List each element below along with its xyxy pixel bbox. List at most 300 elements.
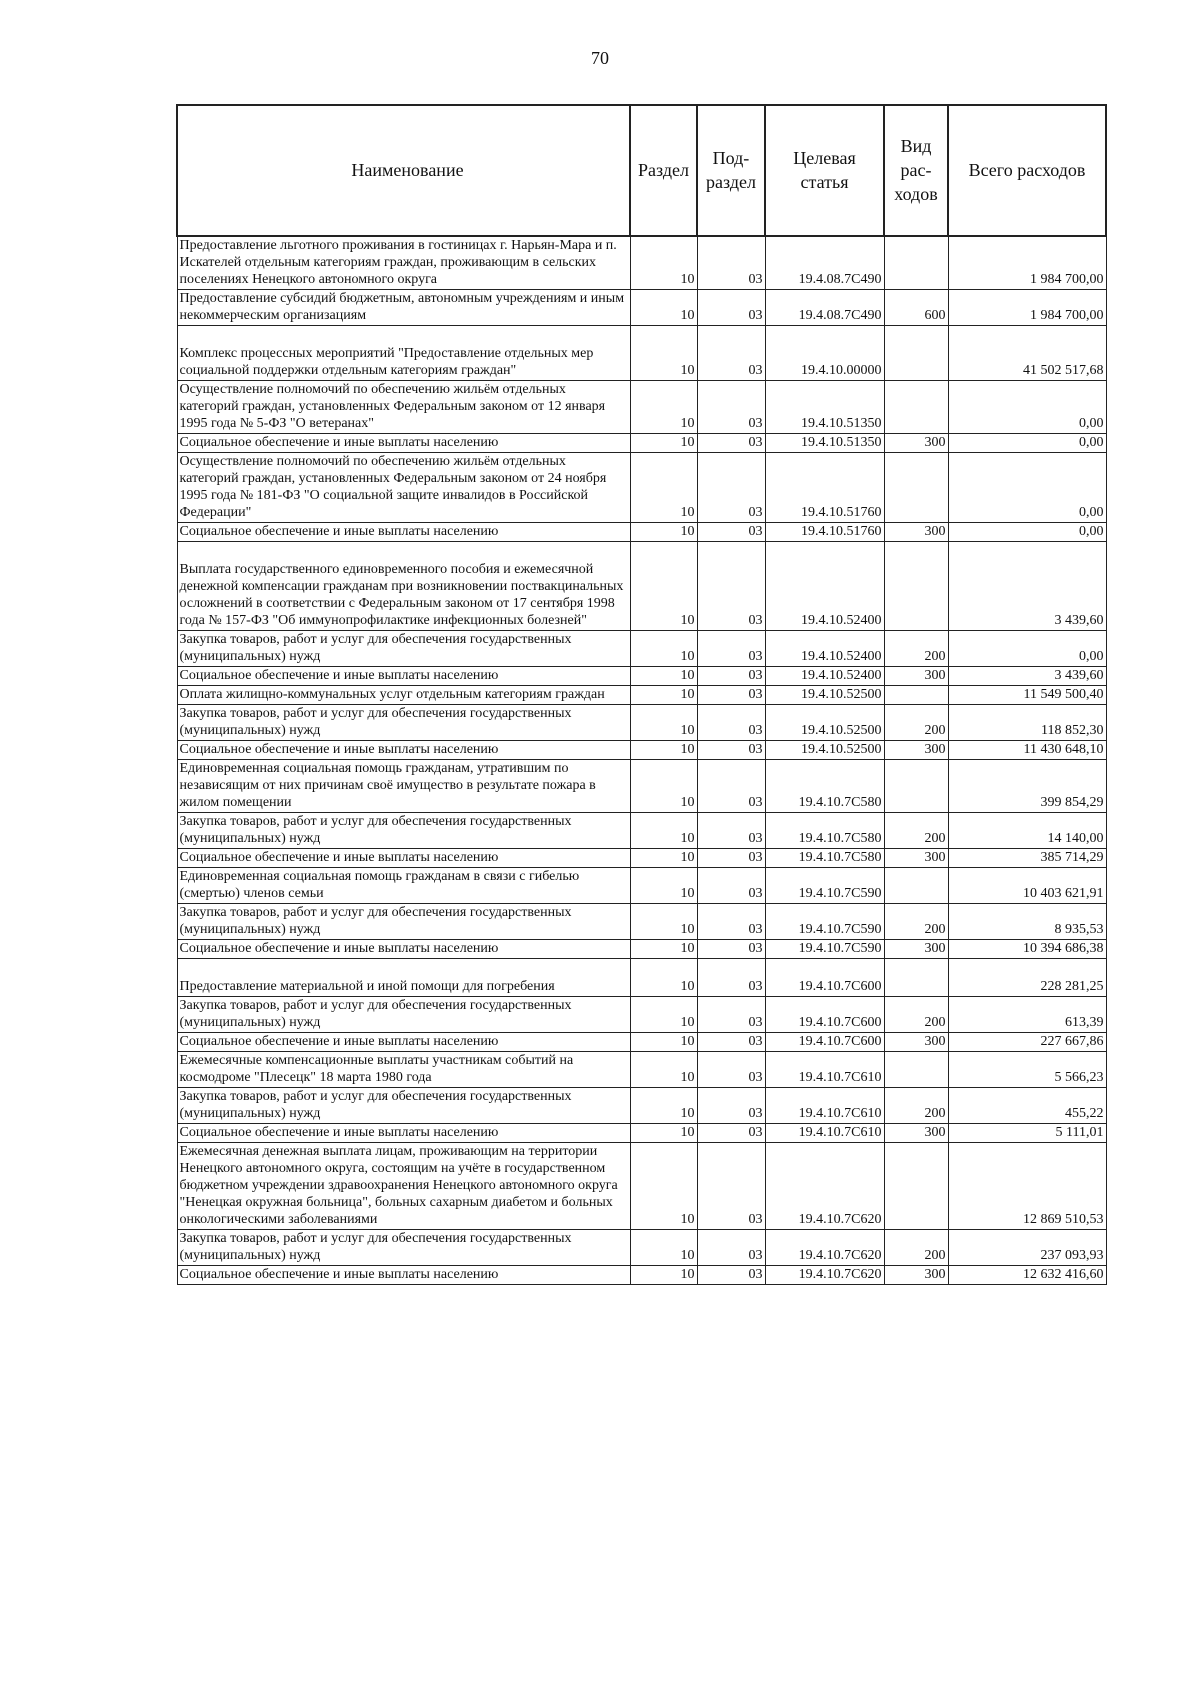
header-name: Наименование (177, 105, 630, 236)
page-number: 70 (591, 48, 609, 68)
row-name (177, 381, 630, 434)
row-name-text: Социальное обеспечение и иные выплаты населению (179, 850, 499, 865)
row-target (765, 1143, 884, 1230)
row-section (630, 959, 697, 997)
row-section (630, 997, 697, 1033)
row-subsection (697, 453, 765, 523)
row-target-text: 19.4.10.7С600 (798, 1034, 882, 1049)
row-subsection (697, 523, 765, 542)
table-row (177, 1230, 1106, 1266)
row-name (177, 1033, 630, 1052)
row-expense-type (884, 940, 948, 959)
row-target (765, 381, 884, 434)
row-target-text: 19.4.10.7С590 (798, 922, 882, 937)
row-target (765, 868, 884, 904)
row-name-text: Закупка товаров, работ и услуг для обеспечения государственных (муниципальных) нужд (179, 1089, 572, 1121)
row-subsection (697, 542, 765, 631)
row-section (630, 813, 697, 849)
row-total (948, 1052, 1106, 1088)
table-row (177, 631, 1106, 667)
header-total: Всего расходов (948, 105, 1106, 236)
row-total (948, 1230, 1106, 1266)
table-row (177, 849, 1106, 868)
row-total (948, 1124, 1106, 1143)
row-total (948, 686, 1106, 705)
row-name-text: Социальное обеспечение и иные выплаты населению (179, 1125, 499, 1140)
row-subsection-text: 03 (748, 435, 763, 450)
row-name (177, 1266, 630, 1285)
row-expense-type (884, 760, 948, 813)
row-total (948, 813, 1106, 849)
row-target-text: 19.4.10.7С580 (798, 831, 882, 846)
row-subsection-text: 03 (748, 941, 763, 956)
row-target-text: 19.4.10.7С610 (798, 1125, 882, 1140)
table-header-row (177, 105, 1106, 236)
row-name-text: Предоставление материальной и иной помощи для погребения (179, 979, 555, 994)
row-total (948, 523, 1106, 542)
row-name-text: Ежемесячная денежная выплата лицам, проживающим на территории Ненецкого автономного округа, состоящим на учёте в государственном бюджетном учреждении здравоохранения Ненецкого автономного округа "Ненецкая окружная больница", больных сахарным диабетом и больных онкологическими заболеваниями (179, 1144, 618, 1227)
table-row (177, 705, 1106, 741)
row-target-text: 19.4.10.7С590 (798, 886, 882, 901)
row-total-text: 3 439,60 (1054, 668, 1104, 683)
row-subsection-text: 03 (748, 1070, 763, 1085)
row-expense-type (884, 434, 948, 453)
row-name (177, 686, 630, 705)
row-target-text: 19.4.10.7С600 (798, 979, 882, 994)
row-section (630, 1230, 697, 1266)
row-subsection (697, 1230, 765, 1266)
row-name-text: Закупка товаров, работ и услуг для обеспечения государственных (муниципальных) нужд (179, 632, 572, 664)
row-subsection-text: 03 (748, 687, 763, 702)
row-subsection-text: 03 (748, 831, 763, 846)
row-target (765, 1052, 884, 1088)
row-subsection (697, 631, 765, 667)
row-subsection-text: 03 (748, 1015, 763, 1030)
row-target-text: 19.4.10.52400 (801, 649, 882, 664)
row-total-text: 0,00 (1079, 649, 1104, 664)
row-name (177, 453, 630, 523)
row-total-text: 227 667,86 (1040, 1034, 1104, 1049)
row-expense-type (884, 741, 948, 760)
row-expense-type (884, 381, 948, 434)
row-expense-type (884, 705, 948, 741)
row-total (948, 705, 1106, 741)
row-section-text: 10 (680, 1125, 695, 1140)
row-spacer (180, 959, 628, 978)
row-section-text: 10 (680, 1248, 695, 1263)
row-subsection (697, 741, 765, 760)
row-name-text: Социальное обеспечение и иные выплаты населению (179, 1267, 499, 1282)
row-subsection-text: 03 (748, 649, 763, 664)
row-total (948, 760, 1106, 813)
row-section-text: 10 (680, 979, 695, 994)
row-target (765, 1033, 884, 1052)
row-expense-type-text: 300 (924, 668, 946, 683)
row-spacer (180, 542, 628, 561)
row-total-text: 10 394 686,38 (1023, 941, 1104, 956)
row-name-text: Единовременная социальная помощь гражданам в связи с гибелью (смертью) членов семьи (179, 869, 580, 901)
row-expense-type (884, 997, 948, 1033)
header-target (765, 105, 884, 236)
row-expense-type (884, 290, 948, 326)
row-name (177, 1230, 630, 1266)
row-target-text: 19.4.10.7С620 (798, 1212, 882, 1227)
row-name (177, 904, 630, 940)
row-section-text: 10 (680, 363, 695, 378)
row-subsection (697, 326, 765, 381)
row-subsection-text: 03 (748, 850, 763, 865)
row-expense-type-text: 300 (924, 1034, 946, 1049)
row-subsection (697, 381, 765, 434)
row-expense-type-text: 300 (924, 941, 946, 956)
row-section (630, 453, 697, 523)
row-total (948, 1266, 1106, 1285)
row-subsection (697, 667, 765, 686)
row-total-text: 3 439,60 (1054, 613, 1104, 628)
table-row (177, 290, 1106, 326)
table-row (177, 381, 1106, 434)
row-expense-type-text: 200 (924, 649, 946, 664)
row-name-text: Социальное обеспечение и иные выплаты населению (179, 742, 499, 757)
row-target-text: 19.4.10.7С580 (798, 850, 882, 865)
row-section-text: 10 (680, 435, 695, 450)
row-subsection (697, 940, 765, 959)
row-subsection (697, 1266, 765, 1285)
row-target-text: 19.4.10.51350 (801, 435, 882, 450)
row-target (765, 523, 884, 542)
row-total (948, 290, 1106, 326)
row-expense-type (884, 904, 948, 940)
row-total (948, 868, 1106, 904)
row-subsection (697, 1143, 765, 1230)
row-target-text: 19.4.10.52500 (801, 742, 882, 757)
row-target-text: 19.4.08.7С490 (798, 272, 882, 287)
row-target-text: 19.4.10.51760 (801, 505, 882, 520)
row-expense-type (884, 667, 948, 686)
row-target (765, 741, 884, 760)
row-subsection-text: 03 (748, 524, 763, 539)
row-expense-type (884, 236, 948, 290)
row-name-text: Предоставление субсидий бюджетным, автономным учреждениям и иным некоммерческим организациям (179, 291, 625, 323)
row-name-text: Выплата государственного единовременного пособия и ежемесячной денежной компенсации гражданам при возникновении поствакцинальных осложнений в соответствии с Федеральным законом от 17 сентября 1998 года № 157-ФЗ "Об иммунопрофилактике инфекционных болезней" (179, 562, 624, 628)
row-total-text: 12 632 416,60 (1023, 1267, 1104, 1282)
row-target (765, 959, 884, 997)
table-row (177, 523, 1106, 542)
row-subsection-text: 03 (748, 1248, 763, 1263)
row-target (765, 813, 884, 849)
row-name (177, 1124, 630, 1143)
row-target (765, 1266, 884, 1285)
row-total-text: 385 714,29 (1040, 850, 1104, 865)
table-row (177, 1088, 1106, 1124)
row-expense-type-text: 200 (924, 723, 946, 738)
table-row (177, 453, 1106, 523)
row-name-text: Комплекс процессных мероприятий "Предоставление отдельных мер социальной поддержки отдельным категориям граждан" (179, 346, 594, 378)
row-total (948, 940, 1106, 959)
row-section-text: 10 (680, 831, 695, 846)
row-target (765, 904, 884, 940)
table-row (177, 959, 1106, 997)
row-spacer (180, 326, 628, 345)
row-target (765, 667, 884, 686)
row-section (630, 741, 697, 760)
table-row (177, 904, 1106, 940)
row-subsection-text: 03 (748, 613, 763, 628)
row-target-text: 19.4.10.52500 (801, 723, 882, 738)
row-name (177, 705, 630, 741)
row-expense-type-text: 200 (924, 1015, 946, 1030)
row-expense-type-text: 300 (924, 1125, 946, 1140)
row-section (630, 760, 697, 813)
header-subsection (697, 105, 765, 236)
row-section (630, 667, 697, 686)
row-section-text: 10 (680, 668, 695, 683)
row-target (765, 1088, 884, 1124)
row-name-text: Закупка товаров, работ и услуг для обеспечения государственных (муниципальных) нужд (179, 814, 572, 846)
row-section (630, 236, 697, 290)
row-subsection-text: 03 (748, 416, 763, 431)
row-target-text: 19.4.10.7С590 (798, 941, 882, 956)
row-target-text: 19.4.10.7С610 (798, 1106, 882, 1121)
row-total-text: 0,00 (1079, 435, 1104, 450)
row-section (630, 381, 697, 434)
row-target-text: 19.4.10.00000 (801, 363, 882, 378)
row-name (177, 434, 630, 453)
row-section-text: 10 (680, 1267, 695, 1282)
row-target-text: 19.4.08.7С490 (798, 308, 882, 323)
row-subsection (697, 849, 765, 868)
row-target-text: 19.4.10.7С620 (798, 1248, 882, 1263)
row-expense-type-text: 300 (924, 742, 946, 757)
row-name-text: Социальное обеспечение и иные выплаты населению (179, 524, 499, 539)
row-name-text: Ежемесячные компенсационные выплаты участникам событий на космодроме "Плесецк" 18 марта 1980 года (179, 1053, 574, 1085)
row-name (177, 631, 630, 667)
row-total (948, 904, 1106, 940)
row-section (630, 542, 697, 631)
row-target (765, 1230, 884, 1266)
header-expense-type-text: Вид рас- ходов (894, 136, 938, 204)
row-section-text: 10 (680, 723, 695, 738)
table-row (177, 868, 1106, 904)
row-expense-type-text: 600 (924, 308, 946, 323)
row-name (177, 542, 630, 631)
row-subsection-text: 03 (748, 1267, 763, 1282)
row-expense-type-text: 200 (924, 922, 946, 937)
table-row (177, 940, 1106, 959)
row-name (177, 236, 630, 290)
row-total-text: 11 430 648,10 (1023, 742, 1104, 757)
row-total (948, 453, 1106, 523)
row-name (177, 940, 630, 959)
row-subsection-text: 03 (748, 742, 763, 757)
row-section (630, 326, 697, 381)
row-total-text: 8 935,53 (1054, 922, 1104, 937)
row-section (630, 1033, 697, 1052)
row-expense-type-text: 200 (924, 1248, 946, 1263)
row-name-text: Осуществление полномочий по обеспечению жильём отдельных категорий граждан, установленных Федеральным законом от 12 января 1995 года № 5-ФЗ "О ветеранах" (179, 382, 606, 431)
row-expense-type (884, 1124, 948, 1143)
row-total (948, 997, 1106, 1033)
row-expense-type (884, 849, 948, 868)
row-section-text: 10 (680, 687, 695, 702)
row-subsection (697, 1088, 765, 1124)
row-expense-type-text: 300 (924, 850, 946, 865)
row-expense-type (884, 1230, 948, 1266)
row-subsection-text: 03 (748, 1106, 763, 1121)
table-row (177, 813, 1106, 849)
row-total (948, 1088, 1106, 1124)
row-section (630, 1143, 697, 1230)
row-subsection-text: 03 (748, 795, 763, 810)
row-subsection (697, 904, 765, 940)
row-target-text: 19.4.10.52500 (801, 687, 882, 702)
expenditure-table (176, 104, 1107, 1285)
row-total (948, 326, 1106, 381)
row-name (177, 849, 630, 868)
row-section-text: 10 (680, 1070, 695, 1085)
row-total (948, 667, 1106, 686)
row-expense-type (884, 686, 948, 705)
row-target (765, 453, 884, 523)
row-subsection (697, 686, 765, 705)
row-name (177, 290, 630, 326)
row-expense-type (884, 868, 948, 904)
row-name (177, 868, 630, 904)
row-total (948, 741, 1106, 760)
table-row (177, 760, 1106, 813)
row-expense-type (884, 959, 948, 997)
row-target-text: 19.4.10.7С620 (798, 1267, 882, 1282)
table-row (177, 542, 1106, 631)
row-expense-type (884, 813, 948, 849)
row-expense-type (884, 523, 948, 542)
row-expense-type-text: 300 (924, 1267, 946, 1282)
row-section (630, 434, 697, 453)
row-target (765, 1124, 884, 1143)
row-section-text: 10 (680, 742, 695, 757)
table-body (177, 236, 1106, 1285)
row-section (630, 940, 697, 959)
row-target (765, 849, 884, 868)
row-target (765, 705, 884, 741)
header-section: Раздел (630, 105, 697, 236)
row-name (177, 1143, 630, 1230)
row-subsection (697, 1033, 765, 1052)
row-total-text: 237 093,93 (1040, 1248, 1104, 1263)
row-section-text: 10 (680, 1212, 695, 1227)
row-name-text: Закупка товаров, работ и услуг для обеспечения государственных (муниципальных) нужд (179, 706, 572, 738)
row-subsection (697, 868, 765, 904)
row-total-text: 5 566,23 (1054, 1070, 1104, 1085)
row-name (177, 813, 630, 849)
row-name-text: Закупка товаров, работ и услуг для обеспечения государственных (муниципальных) нужд (179, 905, 572, 937)
row-target (765, 760, 884, 813)
row-expense-type (884, 1143, 948, 1230)
row-subsection-text: 03 (748, 1212, 763, 1227)
row-total-text: 455,22 (1065, 1106, 1104, 1121)
row-section-text: 10 (680, 524, 695, 539)
row-subsection-text: 03 (748, 979, 763, 994)
row-target-text: 19.4.10.7С600 (798, 1015, 882, 1030)
row-section (630, 1052, 697, 1088)
row-total-text: 399 854,29 (1040, 795, 1104, 810)
row-name (177, 760, 630, 813)
header-expense-type (884, 105, 948, 236)
header-target-text: Целевая статья (793, 148, 856, 192)
row-subsection-text: 03 (748, 272, 763, 287)
row-subsection (697, 705, 765, 741)
row-subsection (697, 1124, 765, 1143)
row-name (177, 959, 630, 997)
row-target (765, 542, 884, 631)
row-target (765, 434, 884, 453)
row-total-text: 0,00 (1079, 416, 1104, 431)
row-total-text: 613,39 (1065, 1015, 1104, 1030)
row-total-text: 10 403 621,91 (1023, 886, 1104, 901)
table-row (177, 236, 1106, 290)
row-subsection (697, 813, 765, 849)
row-section (630, 1266, 697, 1285)
row-name (177, 326, 630, 381)
table-row (177, 1033, 1106, 1052)
row-section-text: 10 (680, 416, 695, 431)
row-name-text: Социальное обеспечение и иные выплаты населению (179, 941, 499, 956)
row-total (948, 434, 1106, 453)
row-target (765, 236, 884, 290)
row-total-text: 41 502 517,68 (1023, 363, 1104, 378)
row-subsection (697, 760, 765, 813)
row-section-text: 10 (680, 1015, 695, 1030)
row-subsection-text: 03 (748, 505, 763, 520)
row-expense-type-text: 300 (924, 435, 946, 450)
row-total-text: 0,00 (1079, 505, 1104, 520)
row-section (630, 290, 697, 326)
table-row (177, 997, 1106, 1033)
row-section-text: 10 (680, 922, 695, 937)
row-total-text: 11 549 500,40 (1023, 687, 1104, 702)
row-total (948, 236, 1106, 290)
table-row (177, 434, 1106, 453)
table-row (177, 667, 1106, 686)
row-expense-type (884, 1266, 948, 1285)
row-section (630, 849, 697, 868)
row-target (765, 326, 884, 381)
row-expense-type (884, 1033, 948, 1052)
row-target-text: 19.4.10.51350 (801, 416, 882, 431)
row-expense-type (884, 631, 948, 667)
row-target (765, 940, 884, 959)
row-target-text: 19.4.10.52400 (801, 613, 882, 628)
row-name-text: Социальное обеспечение и иные выплаты населению (179, 668, 499, 683)
row-subsection-text: 03 (748, 308, 763, 323)
row-section (630, 523, 697, 542)
row-total-text: 12 869 510,53 (1023, 1212, 1104, 1227)
row-total-text: 228 281,25 (1040, 979, 1104, 994)
row-section (630, 705, 697, 741)
row-subsection-text: 03 (748, 1125, 763, 1140)
row-section (630, 904, 697, 940)
row-total (948, 1033, 1106, 1052)
row-name-text: Оплата жилищно-коммунальных услуг отдельным категориям граждан (179, 687, 605, 702)
table-row (177, 1266, 1106, 1285)
row-subsection (697, 1052, 765, 1088)
row-name (177, 741, 630, 760)
row-total (948, 631, 1106, 667)
row-expense-type (884, 453, 948, 523)
row-expense-type (884, 1088, 948, 1124)
row-section-text: 10 (680, 308, 695, 323)
table-row (177, 686, 1106, 705)
